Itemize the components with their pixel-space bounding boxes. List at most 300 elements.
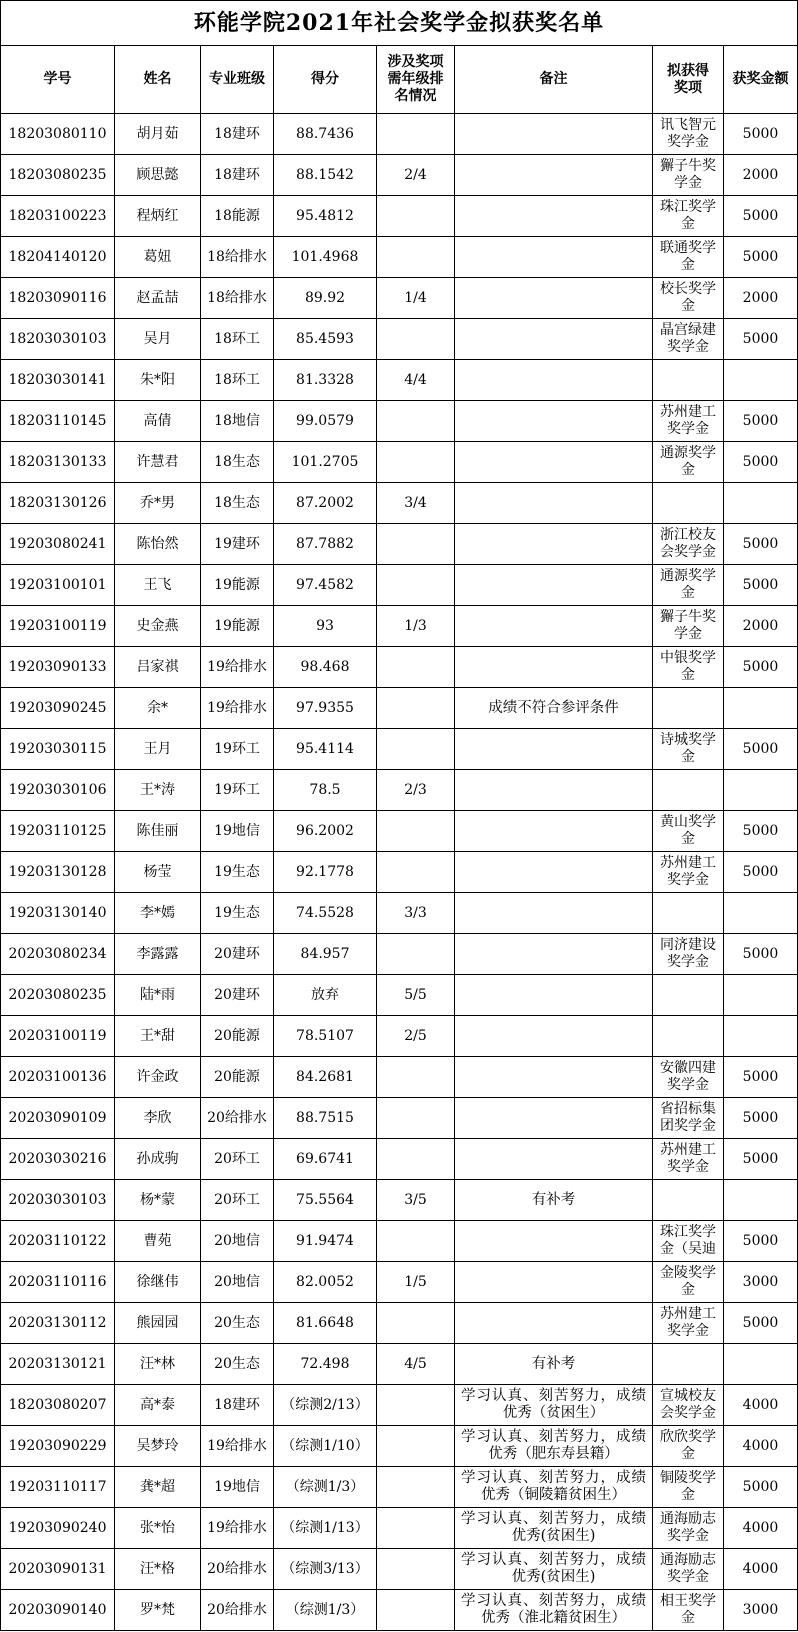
score-cell: 92.1778 — [274, 852, 377, 893]
rank-cell — [377, 1221, 455, 1262]
score-cell: 95.4812 — [274, 196, 377, 237]
student-id-cell: 19203110117 — [1, 1467, 115, 1508]
award-cell: 苏州建工奖学金 — [653, 1303, 724, 1344]
score-cell: 95.4114 — [274, 729, 377, 770]
award-cell: 中银奖学金 — [653, 647, 724, 688]
student-id-cell: 18203130126 — [1, 483, 115, 524]
class-cell: 19环工 — [201, 770, 274, 811]
note-cell — [455, 1139, 653, 1180]
award-cell: 苏州建工奖学金 — [653, 1139, 724, 1180]
student-id-cell: 19203130128 — [1, 852, 115, 893]
amount-cell: 5000 — [724, 852, 798, 893]
note-cell — [455, 852, 653, 893]
class-cell: 18环工 — [201, 319, 274, 360]
note-cell — [455, 606, 653, 647]
student-id-cell: 20203090131 — [1, 1549, 115, 1590]
rank-cell — [377, 1549, 455, 1590]
name-cell: 徐继伟 — [115, 1262, 201, 1303]
class-cell: 20生态 — [201, 1303, 274, 1344]
class-cell: 19地信 — [201, 1467, 274, 1508]
note-cell — [455, 442, 653, 483]
note-cell: 学习认真、刻苦努力，成绩优秀（贫困生） — [455, 1385, 653, 1426]
name-cell: 陈怡然 — [115, 524, 201, 565]
award-cell: 浙江校友会奖学金 — [653, 524, 724, 565]
amount-cell — [724, 1180, 798, 1221]
header-note: 备注 — [455, 46, 653, 114]
class-cell: 20给排水 — [201, 1549, 274, 1590]
name-cell: 李*嫣 — [115, 893, 201, 934]
rank-cell — [377, 196, 455, 237]
name-cell: 程炳红 — [115, 196, 201, 237]
note-cell — [455, 975, 653, 1016]
award-cell: 安徽四建奖学金 — [653, 1057, 724, 1098]
score-cell: 放弃 — [274, 975, 377, 1016]
name-cell: 汪*林 — [115, 1344, 201, 1385]
class-cell: 20地信 — [201, 1221, 274, 1262]
name-cell: 高*泰 — [115, 1385, 201, 1426]
amount-cell: 5000 — [724, 401, 798, 442]
name-cell: 汪*格 — [115, 1549, 201, 1590]
rank-cell: 2/5 — [377, 1016, 455, 1057]
score-cell: 97.4582 — [274, 565, 377, 606]
note-cell — [455, 729, 653, 770]
name-cell: 杨*蒙 — [115, 1180, 201, 1221]
note-cell: 成绩不符合参评条件 — [455, 688, 653, 729]
student-id-cell: 18203030103 — [1, 319, 115, 360]
student-id-cell: 20203090140 — [1, 1590, 115, 1631]
award-cell: 通源奖学金 — [653, 442, 724, 483]
student-id-cell: 20203080235 — [1, 975, 115, 1016]
note-cell: 学习认真、刻苦努力，成绩优秀（铜陵籍贫困生） — [455, 1467, 653, 1508]
name-cell: 高倩 — [115, 401, 201, 442]
name-cell: 曹苑 — [115, 1221, 201, 1262]
student-id-cell: 18203080110 — [1, 114, 115, 155]
score-cell: （综测1/13） — [274, 1508, 377, 1549]
award-cell: 獬子牛奖学金 — [653, 155, 724, 196]
rank-cell — [377, 811, 455, 852]
score-cell: 84.957 — [274, 934, 377, 975]
note-cell: 有补考 — [455, 1180, 653, 1221]
class-cell: 18生态 — [201, 483, 274, 524]
rank-cell — [377, 852, 455, 893]
note-cell — [455, 647, 653, 688]
note-cell — [455, 155, 653, 196]
award-cell: 晶宫绿建奖学金 — [653, 319, 724, 360]
score-cell: 87.7882 — [274, 524, 377, 565]
class-cell: 18建环 — [201, 155, 274, 196]
award-cell: 省招标集团奖学金 — [653, 1098, 724, 1139]
rank-cell: 3/3 — [377, 893, 455, 934]
amount-cell: 5000 — [724, 442, 798, 483]
class-cell: 19环工 — [201, 729, 274, 770]
student-id-cell: 20203100119 — [1, 1016, 115, 1057]
score-cell: 97.9355 — [274, 688, 377, 729]
amount-cell: 2000 — [724, 606, 798, 647]
rank-cell — [377, 1098, 455, 1139]
class-cell: 18环工 — [201, 360, 274, 401]
class-cell: 20环工 — [201, 1180, 274, 1221]
amount-cell: 4000 — [724, 1508, 798, 1549]
amount-cell: 5000 — [724, 196, 798, 237]
name-cell: 张*怡 — [115, 1508, 201, 1549]
student-id-cell: 20203130112 — [1, 1303, 115, 1344]
rank-cell — [377, 565, 455, 606]
student-id-cell: 20203110116 — [1, 1262, 115, 1303]
student-id-cell: 18203130133 — [1, 442, 115, 483]
student-id-cell: 20203130121 — [1, 1344, 115, 1385]
amount-cell: 5000 — [724, 1303, 798, 1344]
award-cell: 苏州建工奖学金 — [653, 852, 724, 893]
award-cell: 欣欣奖学金 — [653, 1426, 724, 1467]
amount-cell — [724, 975, 798, 1016]
class-cell: 18地信 — [201, 401, 274, 442]
rank-cell: 3/5 — [377, 1180, 455, 1221]
name-cell: 许慧君 — [115, 442, 201, 483]
student-id-cell: 19203080241 — [1, 524, 115, 565]
score-cell: 69.6741 — [274, 1139, 377, 1180]
score-cell: 74.5528 — [274, 893, 377, 934]
class-cell: 19生态 — [201, 893, 274, 934]
class-cell: 18建环 — [201, 114, 274, 155]
student-id-cell: 18203080235 — [1, 155, 115, 196]
amount-cell — [724, 893, 798, 934]
score-cell: 87.2002 — [274, 483, 377, 524]
amount-cell: 3000 — [724, 1590, 798, 1631]
amount-cell — [724, 1016, 798, 1057]
award-cell — [653, 360, 724, 401]
amount-cell: 4000 — [724, 1549, 798, 1590]
amount-cell — [724, 688, 798, 729]
name-cell: 王*涛 — [115, 770, 201, 811]
rank-cell: 1/5 — [377, 1262, 455, 1303]
class-cell: 19给排水 — [201, 1426, 274, 1467]
name-cell: 熊园园 — [115, 1303, 201, 1344]
rank-cell: 5/5 — [377, 975, 455, 1016]
name-cell: 吴月 — [115, 319, 201, 360]
class-cell: 20能源 — [201, 1057, 274, 1098]
class-cell: 19地信 — [201, 811, 274, 852]
student-id-cell: 18203030141 — [1, 360, 115, 401]
name-cell: 陈佳丽 — [115, 811, 201, 852]
name-cell: 王*甜 — [115, 1016, 201, 1057]
name-cell: 龚*超 — [115, 1467, 201, 1508]
header-class: 专业班级 — [201, 46, 274, 114]
name-cell: 孙成驹 — [115, 1139, 201, 1180]
amount-cell: 5000 — [724, 1221, 798, 1262]
rank-cell — [377, 237, 455, 278]
score-cell: （综测1/3） — [274, 1467, 377, 1508]
score-cell: 91.9474 — [274, 1221, 377, 1262]
note-cell — [455, 237, 653, 278]
award-cell — [653, 1344, 724, 1385]
award-cell: 通源奖学金 — [653, 565, 724, 606]
rank-cell — [377, 1139, 455, 1180]
score-cell: 88.7515 — [274, 1098, 377, 1139]
class-cell: 18生态 — [201, 442, 274, 483]
rank-cell: 1/3 — [377, 606, 455, 647]
student-id-cell: 19203030106 — [1, 770, 115, 811]
rank-cell: 1/4 — [377, 278, 455, 319]
score-cell: 78.5107 — [274, 1016, 377, 1057]
score-cell: （综测2/13） — [274, 1385, 377, 1426]
score-cell: 89.92 — [274, 278, 377, 319]
name-cell: 顾思懿 — [115, 155, 201, 196]
score-cell: 78.5 — [274, 770, 377, 811]
header-score: 得分 — [274, 46, 377, 114]
award-cell — [653, 770, 724, 811]
student-id-cell: 19203130140 — [1, 893, 115, 934]
class-cell: 19给排水 — [201, 647, 274, 688]
score-cell: 101.2705 — [274, 442, 377, 483]
class-cell: 18能源 — [201, 196, 274, 237]
student-id-cell: 19203090229 — [1, 1426, 115, 1467]
class-cell: 19给排水 — [201, 1508, 274, 1549]
award-cell: 相王奖学金 — [653, 1590, 724, 1631]
class-cell: 18建环 — [201, 1385, 274, 1426]
rank-cell — [377, 1467, 455, 1508]
rank-cell — [377, 1590, 455, 1631]
note-cell — [455, 893, 653, 934]
note-cell — [455, 1262, 653, 1303]
award-cell: 金陵奖学金 — [653, 1262, 724, 1303]
name-cell: 罗*梵 — [115, 1590, 201, 1631]
name-cell: 赵孟喆 — [115, 278, 201, 319]
amount-cell: 5000 — [724, 1057, 798, 1098]
amount-cell: 3000 — [724, 1262, 798, 1303]
award-cell: 联通奖学金 — [653, 237, 724, 278]
name-cell: 吴梦玲 — [115, 1426, 201, 1467]
rank-cell — [377, 524, 455, 565]
score-cell: 96.2002 — [274, 811, 377, 852]
award-cell: 獬子牛奖学金 — [653, 606, 724, 647]
rank-cell: 2/4 — [377, 155, 455, 196]
amount-cell: 5000 — [724, 237, 798, 278]
note-cell — [455, 401, 653, 442]
rank-cell — [377, 1426, 455, 1467]
score-cell: （综测3/13） — [274, 1549, 377, 1590]
class-cell: 20环工 — [201, 1139, 274, 1180]
name-cell: 乔*男 — [115, 483, 201, 524]
amount-cell: 5000 — [724, 934, 798, 975]
score-cell: 88.1542 — [274, 155, 377, 196]
note-cell — [455, 278, 653, 319]
class-cell: 19生态 — [201, 852, 274, 893]
class-cell: 20给排水 — [201, 1098, 274, 1139]
note-cell: 学习认真、刻苦努力，成绩优秀（肥东寿县籍） — [455, 1426, 653, 1467]
name-cell: 朱*阳 — [115, 360, 201, 401]
rank-cell — [377, 401, 455, 442]
student-id-cell: 20203110122 — [1, 1221, 115, 1262]
class-cell: 20生态 — [201, 1344, 274, 1385]
class-cell: 19能源 — [201, 565, 274, 606]
award-cell — [653, 893, 724, 934]
amount-cell: 5000 — [724, 524, 798, 565]
note-cell — [455, 196, 653, 237]
award-cell — [653, 688, 724, 729]
class-cell: 19能源 — [201, 606, 274, 647]
name-cell: 杨莹 — [115, 852, 201, 893]
name-cell: 胡月茹 — [115, 114, 201, 155]
amount-cell: 5000 — [724, 1098, 798, 1139]
score-cell: 88.7436 — [274, 114, 377, 155]
award-cell — [653, 1180, 724, 1221]
note-cell — [455, 524, 653, 565]
class-cell: 18给排水 — [201, 237, 274, 278]
rank-cell — [377, 1057, 455, 1098]
class-cell: 20给排水 — [201, 1590, 274, 1631]
amount-cell: 4000 — [724, 1385, 798, 1426]
class-cell: 20建环 — [201, 975, 274, 1016]
student-id-cell: 19203110125 — [1, 811, 115, 852]
amount-cell: 4000 — [724, 1426, 798, 1467]
student-id-cell: 19203100119 — [1, 606, 115, 647]
score-cell: 75.5564 — [274, 1180, 377, 1221]
award-cell — [653, 1016, 724, 1057]
rank-cell — [377, 1508, 455, 1549]
student-id-cell: 18203110145 — [1, 401, 115, 442]
score-cell: （综测1/3） — [274, 1590, 377, 1631]
student-id-cell: 19203090245 — [1, 688, 115, 729]
note-cell — [455, 483, 653, 524]
amount-cell: 5000 — [724, 1139, 798, 1180]
amount-cell: 5000 — [724, 319, 798, 360]
student-id-cell: 20203100136 — [1, 1057, 115, 1098]
amount-cell: 5000 — [724, 565, 798, 606]
name-cell: 余* — [115, 688, 201, 729]
rank-cell — [377, 1303, 455, 1344]
note-cell — [455, 1303, 653, 1344]
award-cell: 铜陵奖学金 — [653, 1467, 724, 1508]
award-cell: 校长奖学金 — [653, 278, 724, 319]
class-cell: 19给排水 — [201, 688, 274, 729]
amount-cell — [724, 483, 798, 524]
name-cell: 王飞 — [115, 565, 201, 606]
name-cell: 葛妞 — [115, 237, 201, 278]
student-id-cell: 19203090240 — [1, 1508, 115, 1549]
student-id-cell: 20203090109 — [1, 1098, 115, 1139]
rank-cell — [377, 934, 455, 975]
award-cell: 诗城奖学金 — [653, 729, 724, 770]
award-cell: 讯飞智元奖学金 — [653, 114, 724, 155]
amount-cell: 2000 — [724, 278, 798, 319]
note-cell — [455, 1057, 653, 1098]
header-award: 拟获得奖项 — [653, 46, 724, 114]
student-id-cell: 19203100101 — [1, 565, 115, 606]
amount-cell — [724, 1344, 798, 1385]
name-cell: 李露露 — [115, 934, 201, 975]
score-cell: 101.4968 — [274, 237, 377, 278]
student-id-cell: 19203090133 — [1, 647, 115, 688]
name-cell: 李欣 — [115, 1098, 201, 1139]
class-cell: 19建环 — [201, 524, 274, 565]
note-cell — [455, 811, 653, 852]
score-cell: 98.468 — [274, 647, 377, 688]
name-cell: 吕家祺 — [115, 647, 201, 688]
student-id-cell: 19203030115 — [1, 729, 115, 770]
class-cell: 20建环 — [201, 934, 274, 975]
amount-cell — [724, 770, 798, 811]
rank-cell — [377, 319, 455, 360]
name-cell: 陆*雨 — [115, 975, 201, 1016]
name-cell: 许金政 — [115, 1057, 201, 1098]
note-cell: 学习认真、刻苦努力，成绩优秀（淮北籍贫困生） — [455, 1590, 653, 1631]
award-cell: 宣城校友会奖学金 — [653, 1385, 724, 1426]
student-id-cell: 20203030216 — [1, 1139, 115, 1180]
amount-cell: 5000 — [724, 811, 798, 852]
note-cell — [455, 565, 653, 606]
name-cell: 王月 — [115, 729, 201, 770]
rank-cell — [377, 1385, 455, 1426]
award-cell: 珠江奖学金（吴迪 — [653, 1221, 724, 1262]
note-cell — [455, 770, 653, 811]
note-cell — [455, 114, 653, 155]
student-id-cell: 20203030103 — [1, 1180, 115, 1221]
rank-cell — [377, 114, 455, 155]
note-cell — [455, 1016, 653, 1057]
award-cell: 苏州建工奖学金 — [653, 401, 724, 442]
score-cell: 93 — [274, 606, 377, 647]
header-grade-rank: 涉及奖项需年级排名情况 — [377, 46, 455, 114]
award-cell: 通海励志奖学金 — [653, 1508, 724, 1549]
student-id-cell: 18204140120 — [1, 237, 115, 278]
note-cell — [455, 1098, 653, 1139]
score-cell: 85.4593 — [274, 319, 377, 360]
amount-cell: 5000 — [724, 1467, 798, 1508]
score-cell: （综测1/10） — [274, 1426, 377, 1467]
amount-cell: 2000 — [724, 155, 798, 196]
award-cell: 通海励志奖学金 — [653, 1549, 724, 1590]
note-cell — [455, 934, 653, 975]
award-cell: 黄山奖学金 — [653, 811, 724, 852]
note-cell: 学习认真、刻苦努力，成绩优秀(贫困生) — [455, 1508, 653, 1549]
rank-cell — [377, 729, 455, 770]
page-title: 环能学院2021年社会奖学金拟获奖名单 — [1, 1, 798, 46]
rank-cell: 3/4 — [377, 483, 455, 524]
amount-cell: 5000 — [724, 114, 798, 155]
student-id-cell: 20203080234 — [1, 934, 115, 975]
header-name: 姓名 — [115, 46, 201, 114]
header-amount: 获奖金额 — [724, 46, 798, 114]
rank-cell: 2/3 — [377, 770, 455, 811]
score-cell: 99.0579 — [274, 401, 377, 442]
score-cell: 72.498 — [274, 1344, 377, 1385]
amount-cell: 5000 — [724, 729, 798, 770]
note-cell — [455, 319, 653, 360]
score-cell: 84.2681 — [274, 1057, 377, 1098]
class-cell: 18给排水 — [201, 278, 274, 319]
rank-cell — [377, 442, 455, 483]
note-cell — [455, 1221, 653, 1262]
note-cell — [455, 360, 653, 401]
score-cell: 82.0052 — [274, 1262, 377, 1303]
note-cell: 有补考 — [455, 1344, 653, 1385]
note-cell: 学习认真、刻苦努力，成绩优秀(贫困生) — [455, 1549, 653, 1590]
award-cell: 同济建设奖学金 — [653, 934, 724, 975]
student-id-cell: 18203100223 — [1, 196, 115, 237]
student-id-cell: 18203090116 — [1, 278, 115, 319]
class-cell: 20地信 — [201, 1262, 274, 1303]
amount-cell: 5000 — [724, 647, 798, 688]
award-cell — [653, 975, 724, 1016]
score-cell: 81.3328 — [274, 360, 377, 401]
amount-cell — [724, 360, 798, 401]
rank-cell: 4/5 — [377, 1344, 455, 1385]
rank-cell — [377, 688, 455, 729]
score-cell: 81.6648 — [274, 1303, 377, 1344]
header-student-id: 学号 — [1, 46, 115, 114]
class-cell: 20能源 — [201, 1016, 274, 1057]
award-cell: 珠江奖学金 — [653, 196, 724, 237]
